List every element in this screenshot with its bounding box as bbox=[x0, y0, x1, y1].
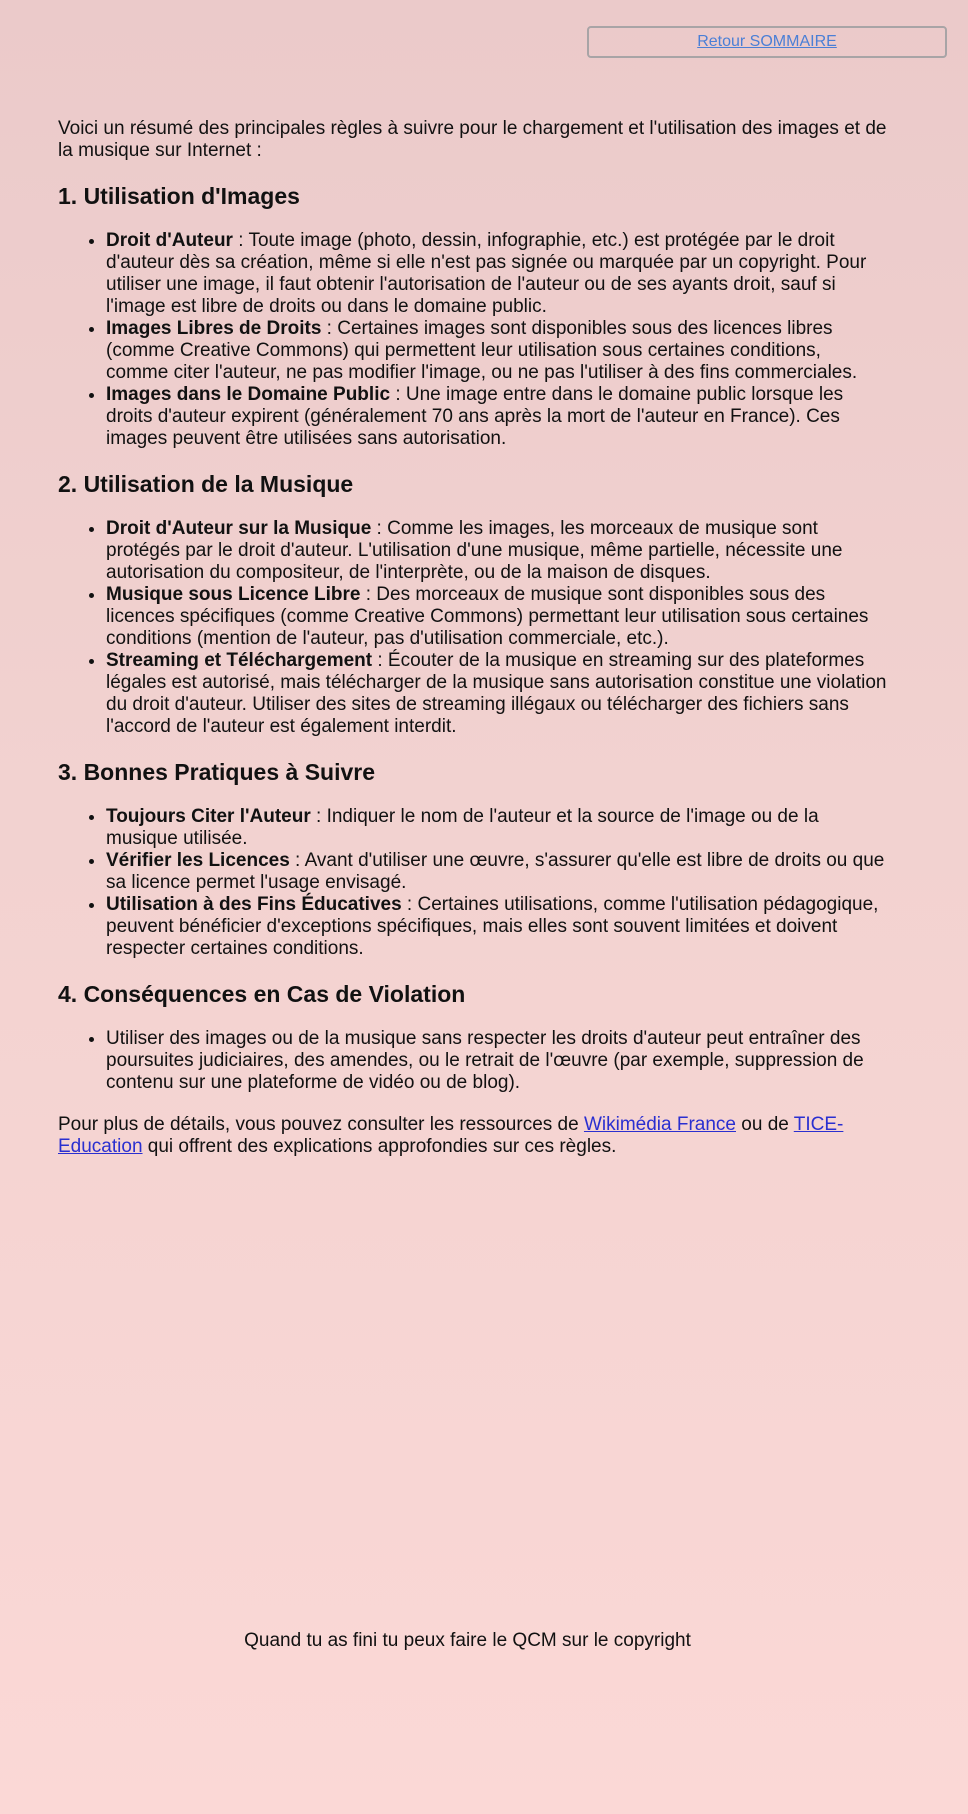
item-text: : Certaines utilisations, comme l'utilisation pédagogique, peuvent bénéficier d'exceptions spécifiques, mais elles sont souvent limitées et doivent respecter certaines conditions. bbox=[106, 894, 879, 959]
main-content bbox=[58, 118, 888, 1158]
item-term: Toujours Citer l'Auteur bbox=[106, 806, 311, 827]
item-text: Utiliser des images ou de la musique sans respecter les droits d'auteur peut entraîner des poursuites judiciaires, des amendes, ou le retrait de l'œuvre (par exemple, suppression de contenu sur une plateforme de vidéo ou de blog). bbox=[106, 1028, 864, 1093]
item-text: : Comme les images, les morceaux de musique sont protégés par le droit d'auteur. L'utilisation d'une musique, même partielle, nécessite une autorisation du compositeur, de l'interprète, ou de la maison de disques. bbox=[106, 518, 843, 583]
list-item bbox=[106, 650, 888, 738]
list-item bbox=[106, 1028, 888, 1094]
list-item bbox=[106, 518, 888, 584]
list-item bbox=[106, 318, 888, 384]
return-summary-button[interactable] bbox=[587, 26, 947, 58]
section-title-good-practices: 3. Bonnes Pratiques à Suivre bbox=[58, 759, 376, 785]
conclusion-text-middle: ou de bbox=[736, 1114, 794, 1135]
section-title-consequences: 4. Conséquences en Cas de Violation bbox=[58, 981, 466, 1007]
item-text: : Écouter de la musique en streaming sur des plateformes légales est autorisé, mais télécharger de la musique sans autorisation constitue une violation du droit d'auteur. Utiliser des sites de streaming illégaux ou télécharger des fichiers sans l'accord de l'auteur est également interdit. bbox=[106, 650, 887, 737]
conclusion-text-after: qui offrent des explications approfondies sur ces règles. bbox=[142, 1136, 617, 1157]
item-text: : Certaines images sont disponibles sous des licences libres (comme Creative Commons) qui permettent leur utilisation sous certaines conditions, comme citer l'auteur, ne pas modifier l'image, ou ne pas l'utiliser à des fins commerciales. bbox=[106, 318, 858, 383]
intro-paragraph: Voici un résumé des principales règles à suivre pour le chargement et l'utilisation des images et de la musique sur Internet : bbox=[58, 118, 887, 161]
return-summary-link[interactable]: Retour SOMMAIRE bbox=[697, 33, 837, 50]
section-title-images: 1. Utilisation d'Images bbox=[58, 183, 300, 209]
list-item bbox=[106, 806, 888, 850]
item-term: Images Libres de Droits bbox=[106, 318, 322, 339]
list-item bbox=[106, 384, 888, 450]
conclusion-text-before: Pour plus de détails, vous pouvez consulter les ressources de bbox=[58, 1114, 584, 1135]
item-text: : Avant d'utiliser une œuvre, s'assurer qu'elle est libre de droits ou que sa licence permet l'usage envisagé. bbox=[106, 850, 885, 893]
list-item bbox=[106, 584, 888, 650]
item-term: Droit d'Auteur bbox=[106, 230, 233, 251]
item-text: : Toute image (photo, dessin, infographie, etc.) est protégée par le droit d'auteur dès sa création, même si elle n'est pas signée ou marquée par un copyright. Pour utiliser une image, il faut obtenir l'autorisation de l'auteur ou de ses ayants droit, sauf si l'image est libre de droits ou dans le domaine public. bbox=[106, 230, 867, 317]
item-text: : Indiquer le nom de l'auteur et la source de l'image ou de la musique utilisée. bbox=[106, 806, 819, 849]
conclusion-paragraph bbox=[58, 1114, 888, 1158]
item-term: Vérifier les Licences bbox=[106, 850, 290, 871]
good-practices-list bbox=[58, 806, 888, 960]
item-term: Musique sous Licence Libre bbox=[106, 584, 361, 605]
item-term: Utilisation à des Fins Éducatives bbox=[106, 894, 402, 915]
item-text: : Des morceaux de musique sont disponibles sous des licences spécifiques (comme Creative Commons) permettant leur utilisation sous certaines conditions (mention de l'auteur, pas d'utilisation commerciale, etc.). bbox=[106, 584, 869, 649]
images-rules-list bbox=[58, 230, 888, 450]
list-item bbox=[106, 850, 888, 894]
section-title-music: 2. Utilisation de la Musique bbox=[58, 471, 354, 497]
wikimedia-france-link[interactable]: Wikimédia France bbox=[583, 1114, 736, 1135]
item-text: : Une image entre dans le domaine public lorsque les droits d'auteur expirent (généralement 70 ans après la mort de l'auteur en France). Ces images peuvent être utilisées sans autorisation. bbox=[106, 384, 844, 449]
consequences-list bbox=[58, 1028, 888, 1094]
item-term: Streaming et Téléchargement bbox=[106, 650, 373, 671]
tice-education-link[interactable]: TICE-Education bbox=[58, 1114, 844, 1157]
qcm-footer-text: Quand tu as fini tu peux faire le QCM sur le copyright bbox=[244, 1630, 691, 1651]
item-term: Images dans le Domaine Public bbox=[106, 384, 391, 405]
list-item bbox=[106, 230, 888, 318]
list-item bbox=[106, 894, 888, 960]
music-rules-list bbox=[58, 518, 888, 738]
item-term: Droit d'Auteur sur la Musique bbox=[106, 518, 372, 539]
